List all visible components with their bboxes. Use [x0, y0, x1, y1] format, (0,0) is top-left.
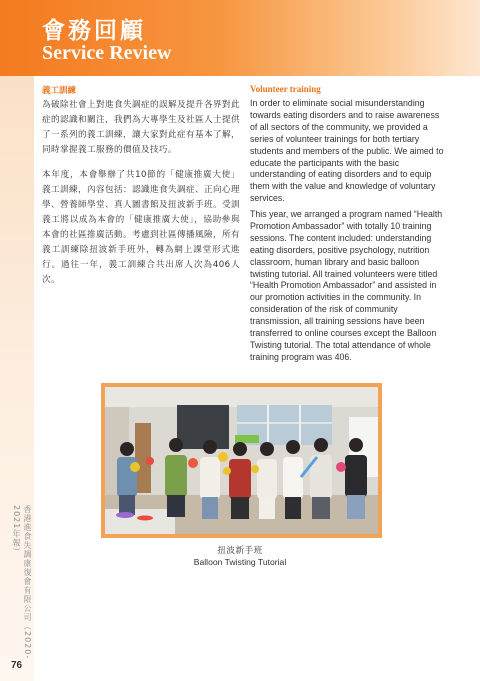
photo-frame — [101, 383, 382, 538]
paragraph-en-1: In order to eliminate social misunderstanding towards eating disorders and to raise awareness of all sectors of the community, we provided a series of volunteer trainings for both tertiary students and members of the public. We aimed to educate the participants with the basic understanding of eating disorders and to equip them with the value and knowledge of voluntary services. — [250, 98, 444, 204]
page-title-en: Service Review — [42, 42, 172, 64]
page-number: 76 — [11, 660, 23, 671]
section-heading-cn: 義工訓練 — [42, 86, 77, 96]
paragraph-cn-2: 本年度，本會舉辦了共10節的「健康推廣大使」義工訓練，內容包括：認識進食失調症、正向心理學、營養師學堂、真人圖書館及扭波新手班。受訓義工將以成為本會的「健康推廣大使」，協助參與本會的社區推廣活動。考慮到社區傳播風險，所有義工訓練除扭波新手班外，轉為網上課堂形式進行。過往一年，義工訓練合共出席人次為406人次。 — [42, 170, 240, 285]
section-heading-en: Volunteer training — [250, 84, 321, 94]
paragraph-cn-1: 為破除社會上對進食失調症的誤解及提升各界對此症的認識和關注，我們為大專學生及社區人士提供了一系列的義工訓練，讓大家對此症有基本了解，同時掌握義工服務的價值及技巧。 — [42, 100, 240, 155]
organization-name-vertical: 香港進食失調康復會有限公司（2020-2021年報） — [12, 505, 32, 660]
page-title-cn: 會務回顧 — [42, 18, 146, 44]
group-photo-illustration — [105, 387, 378, 534]
group-photo — [105, 387, 378, 534]
photo-caption-en: Balloon Twisting Tutorial — [193, 557, 287, 567]
paragraph-en-2: This year, we arranged a program named “Health Promotion Ambassador” with totally 10 training sessions. The content included: understanding eating disorders, positive psychology, nutrition classroom, human library and basic balloon twisting tutorial. All trained volunteers were titled “Health Promotion Ambassador” and assisted in our promotion activities in the community. In consideration of the risk of community transmission, all training sessions have been transferred to online courses except the Balloon Twisting tutorial. The total attendance of whole training program was 406. — [250, 209, 443, 362]
photo-caption-cn: 扭波新手班 — [217, 546, 263, 556]
